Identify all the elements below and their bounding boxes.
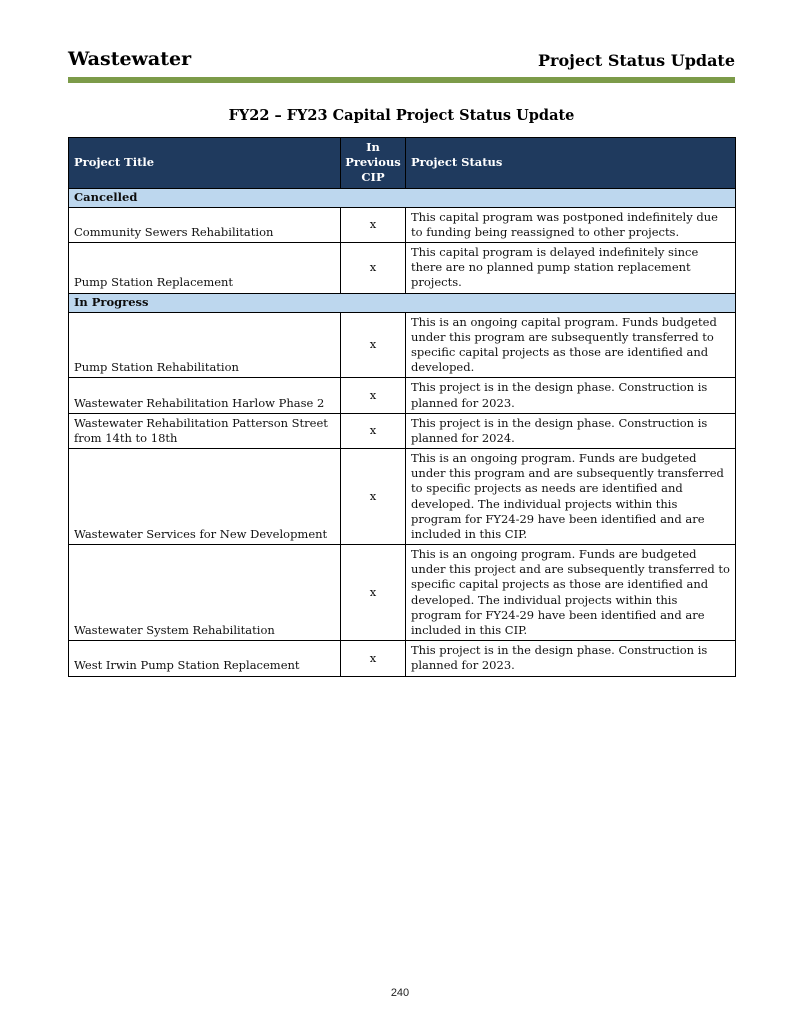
project-status-table [68, 137, 736, 677]
project-title-cell: West Irwin Pump Station Replacement [69, 641, 341, 676]
page-number: 240 [390, 987, 410, 999]
table-row [69, 413, 736, 448]
table-header-row [69, 138, 736, 189]
project-title-cell: Community Sewers Rehabilitation [69, 207, 341, 242]
in-previous-cip-cell: x [341, 413, 406, 448]
table-row [69, 243, 736, 294]
section-row [69, 188, 736, 207]
header-page-label: Project Status Update [538, 51, 735, 70]
project-status-cell: This capital program was postponed indefinitely due to funding being reassigned to other projects. [406, 207, 736, 242]
in-previous-cip-cell: x [341, 243, 406, 294]
document-page [68, 0, 735, 677]
in-previous-cip-cell: x [341, 545, 406, 641]
section-label: In Progress [69, 293, 736, 312]
project-status-cell: This project is in the design phase. Construction is planned for 2024. [406, 413, 736, 448]
project-title-cell: Wastewater System Rehabilitation [69, 545, 341, 641]
project-title-cell: Pump Station Rehabilitation [69, 312, 341, 378]
table-row [69, 545, 736, 641]
section-label: Cancelled [69, 188, 736, 207]
table-title: FY22 – FY23 Capital Project Status Update [228, 107, 575, 124]
project-status-cell: This project is in the design phase. Construction is planned for 2023. [406, 641, 736, 676]
project-status-cell: This project is in the design phase. Construction is planned for 2023. [406, 378, 736, 413]
header-rule [68, 77, 735, 83]
project-status-cell: This is an ongoing capital program. Funds budgeted under this program are subsequently transferred to specific capital projects as those are identified and developed. [406, 312, 736, 378]
project-status-cell: This is an ongoing program. Funds are budgeted under this program and are subsequently transferred to specific projects as needs are identified and developed. The individual projects within this program for FY24-29 have been identified and are included in this CIP. [406, 449, 736, 545]
in-previous-cip-cell: x [341, 312, 406, 378]
project-title-cell: Wastewater Services for New Development [69, 449, 341, 545]
column-header-project-status: Project Status [406, 138, 736, 189]
section-row [69, 293, 736, 312]
project-status-cell: This capital program is delayed indefinitely since there are no planned pump station replacement projects. [406, 243, 736, 294]
in-previous-cip-cell: x [341, 641, 406, 676]
column-header-project-title: Project Title [69, 138, 341, 189]
table-row [69, 207, 736, 242]
project-status-cell: This is an ongoing program. Funds are budgeted under this project and are subsequently transferred to specific capital projects as those are identified and developed. The individual projects within this program for FY24-29 have been identified and are included in this CIP. [406, 545, 736, 641]
table-row [69, 449, 736, 545]
project-title-cell: Wastewater Rehabilitation Harlow Phase 2 [69, 378, 341, 413]
column-header-in-previous-cip: In Previous CIP [341, 138, 406, 189]
document-header [68, 48, 735, 70]
in-previous-cip-cell: x [341, 207, 406, 242]
project-title-cell: Pump Station Replacement [69, 243, 341, 294]
table-row [69, 641, 736, 676]
table-row [69, 378, 736, 413]
project-title-cell: Wastewater Rehabilitation Patterson Street from 14th to 18th [69, 413, 341, 448]
in-previous-cip-cell: x [341, 449, 406, 545]
in-previous-cip-cell: x [341, 378, 406, 413]
table-row [69, 312, 736, 378]
header-section-title: Wastewater [68, 48, 192, 70]
